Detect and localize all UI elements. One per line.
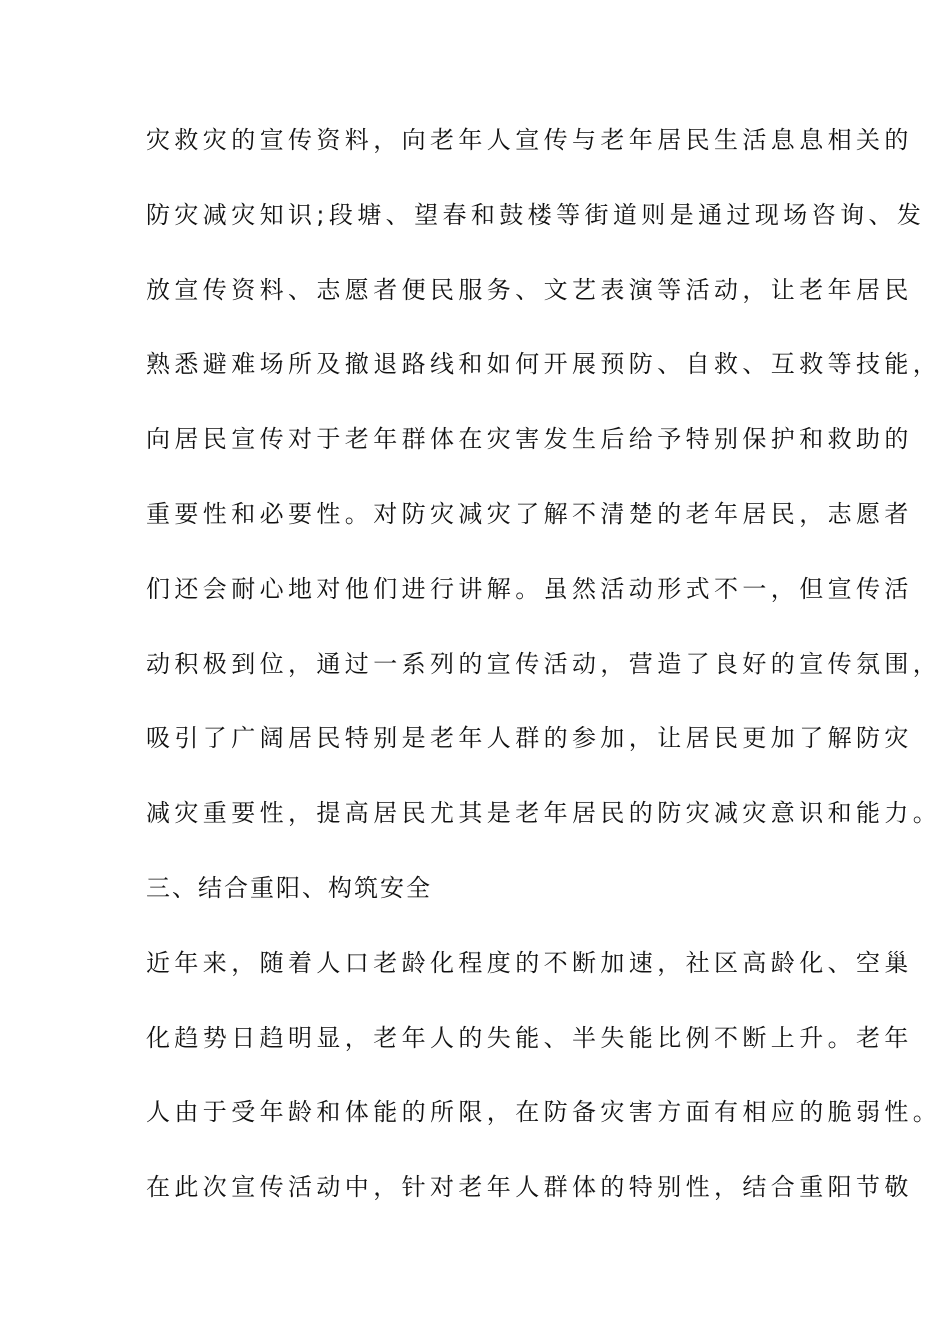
text-line: 防灾减灾知识;段塘、望春和鼓楼等街道则是通过现场咨询、发	[146, 200, 926, 229]
document-body	[146, 126, 942, 1250]
text-line: 们还会耐心地对他们进行讲解。虽然活动形式不一，但宣传活	[146, 574, 913, 603]
text-line: 减灾重要性，提高居民尤其是老年居民的防灾减灾意识和能力。	[146, 799, 942, 828]
text-line: 吸引了广阔居民特别是老年人群的参加，让居民更加了解防灾	[146, 724, 913, 753]
text-line: 近年来，随着人口老龄化程度的不断加速，社区高龄化、空巢	[146, 948, 913, 977]
text-line: 动积极到位，通过一系列的宣传活动，营造了良好的宣传氛围，	[146, 649, 942, 678]
text-line: 向居民宣传对于老年群体在灾害发生后给予特别保护和救助的	[146, 425, 913, 454]
text-line: 放宣传资料、志愿者便民服务、文艺表演等活动，让老年居民	[146, 275, 913, 304]
text-line: 人由于受年龄和体能的所限，在防备灾害方面有相应的脆弱性。	[146, 1098, 942, 1127]
text-line: 化趋势日趋明显，老年人的失能、半失能比例不断上升。老年	[146, 1023, 913, 1052]
text-line: 重要性和必要性。对防灾减灾了解不清楚的老年居民，志愿者	[146, 499, 913, 528]
text-line: 熟悉避难场所及撤退路线和如何开展预防、自救、互救等技能，	[146, 350, 942, 379]
text-line: 在此次宣传活动中，针对老年人群体的特别性，结合重阳节敬	[146, 1173, 913, 1202]
text-line: 灾救灾的宣传资料，向老年人宣传与老年居民生活息息相关的	[146, 126, 913, 154]
section-heading: 三、结合重阳、构筑安全	[146, 873, 432, 902]
